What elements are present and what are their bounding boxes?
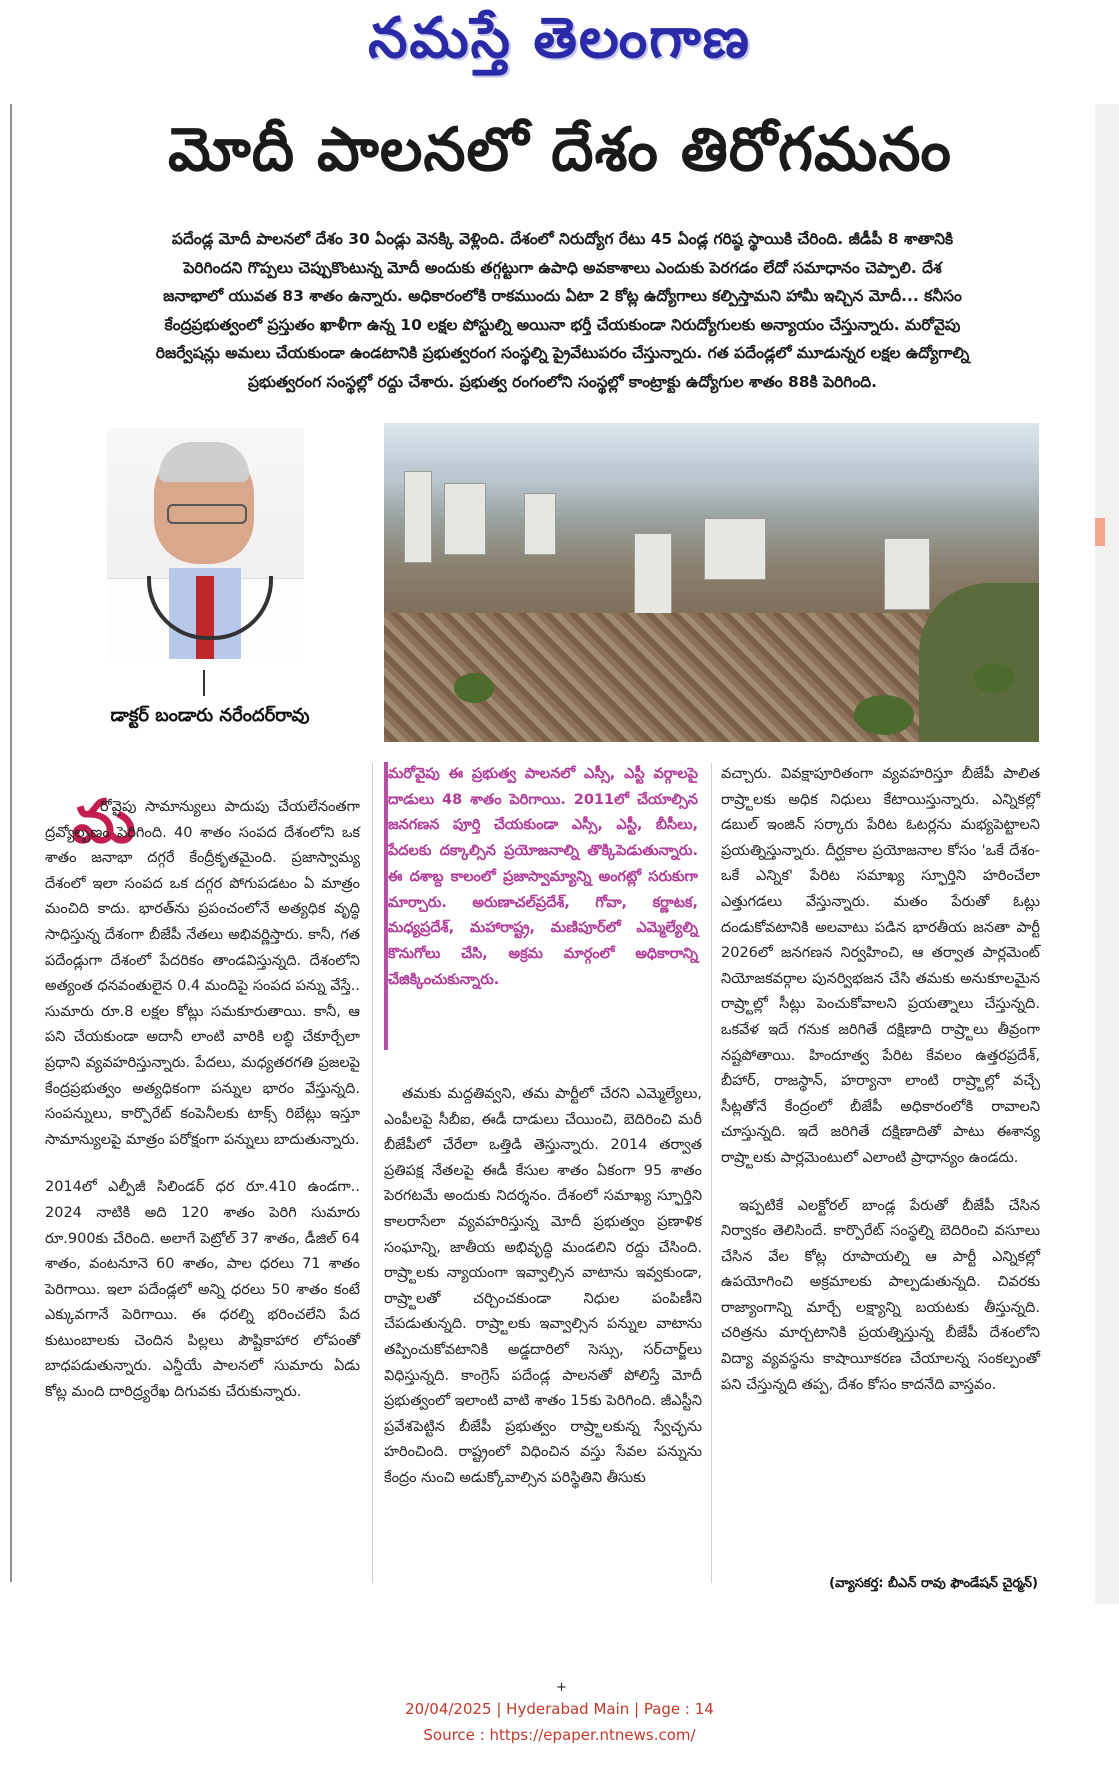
article-column-2 <box>384 1082 702 1514</box>
left-border-rule <box>10 104 12 1582</box>
drop-cap: మ <box>72 787 136 857</box>
footer-source-line[interactable]: Source : https://epaper.ntnews.com/ <box>423 1726 696 1744</box>
newspaper-logo: నమస్తే తెలంగాణ <box>368 6 751 71</box>
column-divider <box>372 763 373 1583</box>
column-divider <box>711 763 712 1583</box>
photo-building <box>704 518 766 580</box>
portrait-connector <box>203 670 205 696</box>
article-column-3 <box>721 762 1040 1420</box>
photo-building <box>404 471 432 563</box>
right-margin-marker <box>1095 518 1105 546</box>
paragraph: 2014లో ఎల్పీజీ సిలిండర్ ధర రూ.410 ఉండగా.. 2024 నాటికి అది 120 శాతం పెరిగి సుమారు రూ.900కు చేరింది. అలాగే పెట్రోల్ 37 శాతం, డీజిల్ 64 శాతం, వంటనూనె 60 శాతం, పాల ధరలు 71 శాతం పెరిగాయి. ఇలా పదేండ్లలో అన్ని ధరలు 50 శాతం కంటే ఎక్కువగానే పెరిగాయి. ఈ ధరల్ని భరించలేని పేద కుటుంబాలకు చెందిన పిల్లలు పౌష్టికాహార లోపంతో బాధపడుతున్నారు. ఎన్డీయే పాలనలో సుమారు ఏడు కోట్ల మంది దారిద్ర్యరేఖ దిగువకు చేరుకున్నారు. <box>45 1179 360 1401</box>
photo-building <box>444 483 486 555</box>
article-lead <box>45 225 1080 397</box>
registration-mark: + <box>556 1680 567 1695</box>
photo-tree <box>974 663 1014 693</box>
paragraph: ఇప్పటికే ఎలక్టోరల్ బాండ్ల పేరుతో బీజేపీ చేసిన నిర్వాకం తెలిసిందే. కార్పొరేట్ సంస్థల్ని బెదిరించి వసూలు చేసిన వేల కోట్ల రూపాయల్ని ఆ పార్టీ ఎన్నికల్లో ఉపయోగించి అక్రమాలకు పాల్పడుతున్నది. చివరకు రాజ్యాంగాన్ని మార్చే లక్ష్యాన్ని బయటకు తీస్తున్నది. చరిత్రను మార్చటానికి ప్రయత్నిస్తున్న బీజేపీ దేశంలోని విద్యా వ్యవస్థను కాషాయీకరణ చేయాలన్న సంకల్పంతో పని చేస్తున్నది తప్ప, దేశం కోసం కాదనేది వాస్తవం. <box>721 1197 1040 1393</box>
photo-building <box>884 538 930 610</box>
lead-line: కేంద్రప్రభుత్వంలో ప్రస్తుతం ఖాళీగా ఉన్న 10 లక్షల పోస్టుల్ని అయినా భర్తీ చేయకుండా నిరుద్యోగులకు అన్యాయం చేస్తున్నారు. మరోవైపు <box>164 315 961 334</box>
article-column-1 <box>45 795 360 1428</box>
footer-edition-line: 20/04/2025 | Hyderabad Main | Page : 14 <box>405 1700 714 1718</box>
portrait-glasses <box>167 504 247 524</box>
right-margin-band <box>1095 104 1119 1604</box>
masthead <box>0 0 1119 90</box>
paragraph: వచ్చారు. వివక్షాపూరితంగా వ్యవహరిస్తూ బీజేపీ పాలిత రాష్ర్టాలకు అధిక నిధులు కేటాయిస్తున్నారు. ఎన్నికల్లో డబుల్ ఇంజిన్ సర్కారు పేరిట ఓటర్లను మభ్యపెట్టాలని ప్రయత్నిస్తున్నారు. దీర్ఘకాల ప్రయోజనాల కోసం 'ఒకే దేశం- ఒకే ఎన్నిక' పేరిట సమాఖ్య స్ఫూర్తిని హరించేలా ఎత్తుగడలు వేస్తున్నారు. మతం పేరుతో ఓట్లు దండుకోవటానికి అలవాటు పడిన భారతీయ జనతా పార్టీ 2026లో జనగణన నిర్వహించి, ఆ తర్వాత పార్లమెంట్ నియోజకవర్గాల పునర్విభజన చేసి తమకు అనుకూలమైన రాష్ర్టాల్లో సీట్లు పెంచుకోవాలని ప్రయత్నాలు చేస్తున్నది. ఒకవేళ ఇదే గనుక జరిగితే దక్షిణాది రాష్ర్టాలు తీవ్రంగా నష్టపోతాయి. హిందూత్వ పేరిట కేవలం ఉత్తరప్రదేశ్, బీహార్, రాజస్థాన్, హర్యానా లాంటి రాష్ర్టాల్లో వచ్చే సీట్లతోనే కేంద్రంలో బీజేపీ అధికారంలోకి రావాలని చూస్తున్నది. ఇదే జరిగితే దక్షిణాదితో పాటు ఈశాన్య రాష్ర్టాలకు పార్లమెంటులో ఎలాంటి ప్రాధాన్యం ఉండదు. <box>721 766 1040 1166</box>
lead-line: రిజర్వేషన్లు అమలు చేయకుండా ఉండటానికి ప్రభుత్వరంగ సంస్థల్ని ప్రైవేటుపరం చేస్తున్నారు. గత పదేండ్లలో మూడున్నర లక్షల ఉద్యోగాల్ని <box>155 344 970 363</box>
photo-building <box>634 533 672 615</box>
paragraph: రోవైపు సామాన్యులు పాదుపు చేయలేనంతగా ద్రవ్యోల్బణం పెరిగింది. 40 శాతం సంపద దేశంలోని ఒక శాతం జనాభా దగ్గరే కేంద్రీకృతమైంది. ప్రజాస్వామ్య దేశంలో ఇలా సంపద ఒక దగ్గర పోగుపడటం ఏ మాత్రం మంచిది కాదు. భారత్‌ను ప్రపంచంలోనే అత్యధిక వృద్ధి సాధిస్తున్న దేశంగా బీజేపీ నేతలు అభివర్ణిస్తారు. కానీ, గత పదేండ్లుగా దేశంలో పేదరికం తాండవిస్తున్నది. దేశంలోని అత్యంత ధనవంతులైన 0.4 మందిపై సంపద పన్ను వేస్తే.. సుమారు రూ.8 లక్షల కోట్లు సమకూరుతాయి. కానీ, ఆ పని చేయకుండా అదానీ లాంటి వారికి లబ్ధి చేకూర్చేలా ప్రధాని వ్యవహరిస్తున్నారు. పేదలు, మధ్యతరగతి ప్రజలపై కేంద్రప్రభుత్వం అత్యధికంగా పన్నుల భారం వేస్తున్నది. సంపన్నులు, కార్పొరేట్ కంపెనీలకు టాక్స్ రిబేట్లు ఇస్తూ సామాన్యులపై మాత్రం పరోక్షంగా పన్నులు బాదుతున్నారు. <box>45 799 360 1148</box>
photo-tree <box>854 695 914 735</box>
paragraph: తమకు మద్దతివ్వని, తమ పార్టీలో చేరని ఎమ్మెల్యేలు, ఎంపీలపై సీబీఐ, ఈడీ దాడులు చేయించి, బెదిరించి మరీ బీజేపీలో చేరేలా ఒత్తిడి తెస్తున్నారు. 2014 తర్వాత ప్రతిపక్ష నేతలపై ఈడీ కేసుల శాతం ఏకంగా 95 శాతం పెరగటమే అందుకు నిదర్శనం. దేశంలో సమాఖ్య స్ఫూర్తిని కాలరాసేలా వ్యవహరిస్తున్న మోదీ ప్రభుత్వం ప్రణాళిక సంఘాన్ని, జాతీయ అభివృద్ధి మండలిని రద్దు చేసింది. రాష్ర్టాలకు న్యాయంగా ఇవ్వాల్సిన వాటాను ఇవ్వకుండా, రాష్ర్టాలతో చర్చించకుండా నిధుల పంపిణీని చేపడుతున్నది. రాష్ర్టాలకు ఇవ్వాల్సిన పన్నుల వాటాను తప్పించుకోవటానికి అడ్డదారిలో సెస్సు, సర్‌చార్జ్‌లు విధిస్తున్నది. కాంగ్రెస్ పదేండ్ల పాలనతో పోలిస్తే మోదీ ప్రభుత్వంలో ఇలాంటి వాటి శాతం 15కు పెరిగింది. జీఎస్టీని ప్రవేశపెట్టిన బీజేపీ ప్రభుత్వం రాష్ర్టాలకున్న స్వేచ్ఛను హరించింది. రాష్ట్రంలో విధించిన వస్తు సేవల పన్నును కేంద్రం నుంచి అడుక్కోవాల్సిన పరిస్థితిని తీసుకు <box>384 1086 702 1486</box>
photo-tree <box>454 673 494 703</box>
pull-quote: మరోవైపు ఈ ప్రభుత్వ పాలనలో ఎస్సీ, ఎస్టీ వర్గాలపై దాడులు 48 శాతం పెరిగాయి. 2011లో చేయాల్సిన జనగణన పూర్తి చేయకుండా ఎస్సీ, ఎస్టీ, బీసీలు, పేదలకు దక్కాల్సిన ప్రయోజనాల్ని తొక్కిపెడుతున్నారు. ఈ దశాబ్ద కాలంలో ప్రజాస్వామ్యాన్ని అంగట్లో సరుకుగా మార్చారు. అరుణాచల్‌ప్రదేశ్, గోవా, కర్ణాటక, మధ్యప్రదేశ్, మహారాష్ట్ర, మణిపూర్‌లో ఎమ్మెల్యేల్ని కొనుగోలు చేసి, అక్రమ మార్గంలో అధికారాన్ని చేజిక్కించుకున్నారు. <box>388 766 698 988</box>
lead-line: పదేండ్ల మోదీ పాలనలో దేశం 30 ఏండ్లు వెనక్కి వెళ్లింది. దేశంలో నిరుద్యోగ రేటు 45 ఏండ్ల గరిష్ఠ స్థాయికి చేరింది. జీడీపీ 8 శాతానికి <box>171 230 954 248</box>
lead-line: పెరిగిందని గొప్పలు చెప్పుకొంటున్న మోదీ అందుకు తగ్గట్టుగా ఉపాధి అవకాశాలు ఎందుకు పెరగడం లేదో సమాధానం చెప్పాలి. దేశ <box>183 258 942 277</box>
lead-line: జనాభాలో యువత 83 శాతం ఉన్నారు. అధికారంలోకి రాకముందు ఏటా 2 కోట్ల ఉద్యోగాలు కల్పిస్తామని హామీ ఇచ్చిన మోదీ... కనీసం <box>163 287 962 306</box>
author-byline: డాక్టర్ బండారు నరేందర్‌రావు <box>110 705 310 726</box>
author-portrait <box>107 428 304 659</box>
article-headline: మోదీ పాలనలో దేశం తిరోగమనం <box>168 115 952 185</box>
portrait-hair <box>159 442 249 482</box>
author-note: (వ్యాసకర్త: బీఎన్ రావు ఫౌండేషన్ చైర్మన్) <box>829 1576 1038 1591</box>
city-slum-photo <box>384 423 1039 742</box>
lead-line: ప్రభుత్వరంగ సంస్థల్లో రద్దు చేశారు. ప్రభుత్వ రంగంలోని సంస్థల్లో కాంట్రాక్టు ఉద్యోగుల శాతం 88కి పెరిగింది. <box>247 372 878 391</box>
photo-hill <box>919 583 1039 742</box>
photo-sky <box>384 423 1039 463</box>
photo-building <box>524 493 556 555</box>
